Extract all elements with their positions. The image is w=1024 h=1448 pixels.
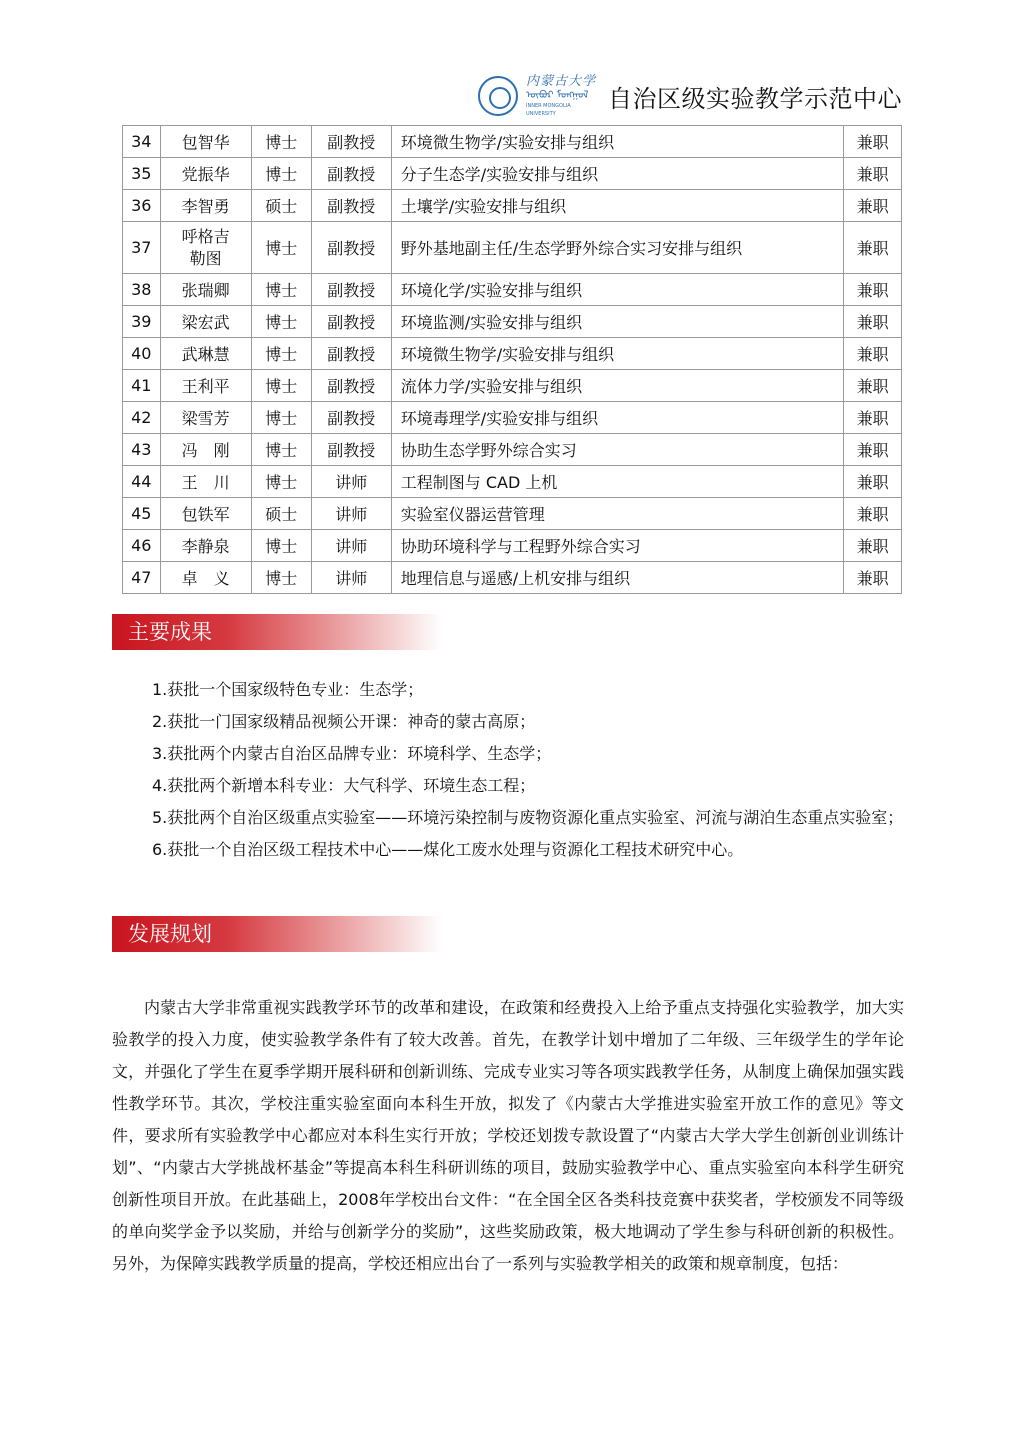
cell-title: 副教授 [311,126,391,158]
table-row [123,434,902,466]
cell-name: 党振华 [160,158,251,190]
cell-name: 武琳慧 [160,338,251,370]
cell-duty: 协助生态学野外综合实习 [391,434,843,466]
cell-name: 卓 义 [160,562,251,594]
cell-degree: 博士 [251,402,311,434]
cell-name: 王利平 [160,370,251,402]
logo-chinese-name: 内蒙古大学 [526,74,597,89]
cell-number: 35 [123,158,161,190]
cell-number: 41 [123,370,161,402]
cell-duty: 协助环境科学与工程野外综合实习 [391,530,843,562]
cell-degree: 博士 [251,274,311,306]
cell-degree: 博士 [251,306,311,338]
cell-title: 讲师 [311,562,391,594]
table-row [123,274,902,306]
table-row [123,126,902,158]
cell-duty: 流体力学/实验安排与组织 [391,370,843,402]
cell-duty: 土壤学/实验安排与组织 [391,190,843,222]
cell-number: 38 [123,274,161,306]
cell-type: 兼职 [844,434,902,466]
cell-number: 37 [123,222,161,274]
cell-degree: 博士 [251,434,311,466]
cell-title: 副教授 [311,158,391,190]
achievements-list [112,674,904,866]
cell-name-line: 呼格吉 [181,226,230,246]
cell-duty: 环境毒理学/实验安排与组织 [391,402,843,434]
cell-name: 李静泉 [160,530,251,562]
cell-duty: 环境微生物学/实验安排与组织 [391,338,843,370]
cell-number: 42 [123,402,161,434]
staff-table-body [123,126,902,594]
cell-degree: 博士 [251,530,311,562]
cell-title: 副教授 [311,306,391,338]
cell-title: 副教授 [311,338,391,370]
cell-number: 43 [123,434,161,466]
plan-paragraph: 内蒙古大学非常重视实践教学环节的改革和建设，在政策和经费投入上给予重点支持强化实验教学，加大实验教学的投入力度，使实验教学条件有了较大改善。首先，在教学计划中增加了二年级、三年级学生的学年论文，并强化了学生在夏季学期开展科研和创新训练、完成专业实习等各项实践教学任务，从制度上确保加强实践性教学环节。其次，学校注重实验室面向本科生开放，拟发了《内蒙古大学推进实验室开放工作的意见》等文件，要求所有实验教学中心都应对本科生实行开放；学校还划拨专款设置了“内蒙古大学大学生创新创业训练计划”、“内蒙古大学挑战杯基金”等提高本科生科研训练的项目，鼓励实验教学中心、重点实验室向本科学生研究创新性项目开放。在此基础上，2008年学校出台文件：“在全国全区各类科技竞赛中获奖者，学校颁发不同等级的单向奖学金予以奖励，并给与创新学分的奖励”，这些奖励政策，极大地调动了学生参与科研创新的积极性。另外，为保障实践教学质量的提高，学校还相应出台了一系列与实验教学相关的政策和规章制度，包括： [112,998,904,1273]
cell-title: 副教授 [311,402,391,434]
cell-number: 36 [123,190,161,222]
cell-type: 兼职 [844,402,902,434]
cell-number: 39 [123,306,161,338]
table-row [123,158,902,190]
cell-title: 讲师 [311,530,391,562]
logo-english-name: INNER MONGOLIA UNIVERSITY [526,103,571,117]
cell-degree: 博士 [251,126,311,158]
cell-number: 44 [123,466,161,498]
cell-type: 兼职 [844,158,902,190]
header-title: 自治区级实验教学示范中心 [608,84,902,113]
table-row [123,466,902,498]
cell-name: 李智勇 [160,190,251,222]
university-logo-text [526,74,598,118]
cell-title: 讲师 [311,466,391,498]
plan-heading: 发展规划 [112,916,442,952]
cell-name: 包智华 [160,126,251,158]
cell-number: 47 [123,562,161,594]
list-item: 1.获批一个国家级特色专业：生态学； [152,680,424,699]
cell-type: 兼职 [844,562,902,594]
cell-duty: 环境监测/实验安排与组织 [391,306,843,338]
table-row [123,190,902,222]
cell-type: 兼职 [844,370,902,402]
cell-number: 40 [123,338,161,370]
logo-mongolian-name: ᠦᠪᠦᠷ ᠮᠣᠩᠭᠣᠯ [526,90,589,101]
cell-degree: 博士 [251,562,311,594]
cell-name-line: 勒图 [189,248,222,268]
cell-number: 46 [123,530,161,562]
table-row [123,562,902,594]
list-item: 2.获批一门国家级精品视频公开课：神奇的蒙古高原； [152,712,536,731]
list-item: 5.获批两个自治区级重点实验室——环境污染控制与废物资源化重点实验室、河流与湖泊生态重点实验室； [152,808,904,827]
cell-type: 兼职 [844,498,902,530]
cell-type: 兼职 [844,274,902,306]
cell-title: 副教授 [311,370,391,402]
cell-name: 梁宏武 [160,306,251,338]
cell-degree: 硕士 [251,190,311,222]
university-logo-icon [478,76,518,116]
cell-name: 王 川 [160,466,251,498]
cell-type: 兼职 [844,222,902,274]
table-row [123,402,902,434]
list-item: 4.获批两个新增本科专业：大气科学、环境生态工程； [152,776,536,795]
cell-type: 兼职 [844,126,902,158]
cell-type: 兼职 [844,306,902,338]
cell-name: 冯 刚 [160,434,251,466]
cell-name: 张瑞卿 [160,274,251,306]
cell-degree: 博士 [251,158,311,190]
table-row [123,338,902,370]
cell-degree: 硕士 [251,498,311,530]
cell-title: 副教授 [311,434,391,466]
table-row [123,530,902,562]
cell-title: 副教授 [311,190,391,222]
cell-duty: 环境化学/实验安排与组织 [391,274,843,306]
list-item: 6.获批一个自治区级工程技术中心——煤化工废水处理与资源化工程技术研究中心。 [152,840,744,859]
achievements-heading: 主要成果 [112,614,442,650]
table-row [123,222,902,274]
staff-table [122,125,902,594]
cell-degree: 博士 [251,466,311,498]
cell-type: 兼职 [844,338,902,370]
list-item: 3.获批两个内蒙古自治区品牌专业：环境科学、生态学； [152,744,552,763]
cell-duty: 野外基地副主任/生态学野外综合实习安排与组织 [391,222,843,274]
cell-number: 45 [123,498,161,530]
cell-name: 梁雪芳 [160,402,251,434]
cell-title: 副教授 [311,274,391,306]
page-header [478,74,902,118]
table-row [123,498,902,530]
table-row [123,370,902,402]
cell-number: 34 [123,126,161,158]
table-row [123,306,902,338]
cell-type: 兼职 [844,466,902,498]
cell-degree: 博士 [251,370,311,402]
cell-title: 副教授 [311,222,391,274]
cell-name [160,222,251,274]
cell-duty: 分子生态学/实验安排与组织 [391,158,843,190]
cell-duty: 实验室仪器运营管理 [391,498,843,530]
cell-type: 兼职 [844,190,902,222]
cell-degree: 博士 [251,338,311,370]
cell-name: 包铁军 [160,498,251,530]
cell-duty: 工程制图与 CAD 上机 [391,466,843,498]
cell-type: 兼职 [844,530,902,562]
cell-duty: 环境微生物学/实验安排与组织 [391,126,843,158]
cell-degree: 博士 [251,222,311,274]
cell-title: 讲师 [311,498,391,530]
cell-duty: 地理信息与遥感/上机安排与组织 [391,562,843,594]
